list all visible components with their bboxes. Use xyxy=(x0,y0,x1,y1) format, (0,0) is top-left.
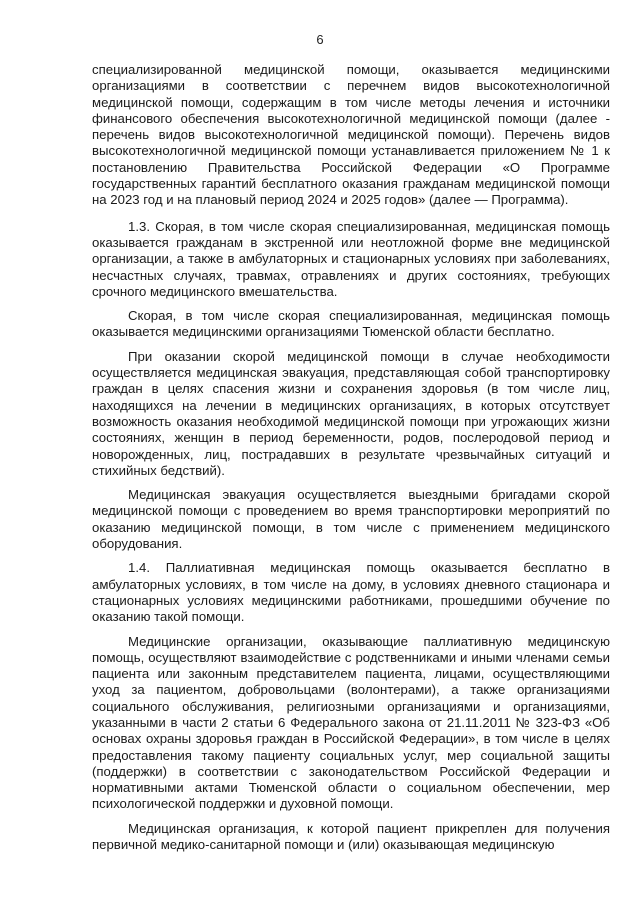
paragraph-palliative-care: 1.4. Паллиативная медицинская помощь оказывается бесплатно в амбулаторных условиях, в том числе на дому, в условиях дневного стационара и стационарных условиях медицинскими работниками, прошедшими обучение по оказанию такой помощи. xyxy=(92,560,610,625)
paragraph-attached-organization: Медицинская организация, к которой пациент прикреплен для получения первичной медико-санитарной помощи и (или) оказывающая медицинскую xyxy=(92,820,610,853)
paragraph-palliative-organizations: Медицинские организации, оказывающие паллиативную медицинскую помощь, осуществляют взаимодействие с родственниками и иными членами семьи пациента или законным представителем пациента, лицами, осуществляющими уход за пациентом, добровольцами (волонтерами), а также организациями социального обслуживания, религиозными организациями и организациями, указанными в части 2 статьи 6 Федерального закона от 21.11.2011 № 323-ФЗ «Об основах охраны здоровья граждан в Российской Федерации», в том числе в целях предоставления такому пациенту социальных услуг, мер социальной защиты (поддержки) в соответствии с законодательством Российской Федерации и нормативными актами Тюменской области о социальном обеспечении, мер психологической поддержки и духовной помощи. xyxy=(92,633,610,812)
page-number: 6 xyxy=(316,32,324,47)
paragraph-emergency-free: Скорая, в том числе скорая специализированная, медицинская помощь оказывается медицинскими организациями Тюменской области бесплатно. xyxy=(92,308,610,340)
document-body xyxy=(92,62,610,861)
paragraph-emergency-care: 1.3. Скорая, в том числе скорая специализированная, медицинская помощь оказывается гражданам в экстренной или неотложной форме вне медицинской организации, а также в амбулаторных и стационарных условиях при заболеваниях, несчастных случаях, травмах, отравлениях и других состояниях, требующих срочного медицинского вмешательства. xyxy=(92,218,610,299)
paragraph-evacuation-teams: Медицинская эвакуация осуществляется выездными бригадами скорой медицинской помощи с проведением во время транспортировки мероприятий по оказанию медицинской помощи, в том числе с применением медицинского оборудования. xyxy=(92,487,610,552)
paragraph-medical-evacuation: При оказании скорой медицинской помощи в случае необходимости осуществляется медицинская эвакуация, представляющая собой транспортировку граждан в целях спасения жизни и сохранения здоровья (в том числе лиц, находящихся на лечении в медицинских организациях, в которых отсутствует возможность оказания необходимой медицинской помощи при угрожающих жизни состояниях, женщин в период беременности, родов, послеродовой период и новорожденных, лиц, пострадавших в результате чрезвычайных ситуаций и стихийных бедствий). xyxy=(92,348,610,478)
paragraph-hitech-care: специализированной медицинской помощи, оказывается медицинскими организациями в соответствии с перечнем видов высокотехнологичной медицинской помощи, содержащим в том числе методы лечения и источники финансового обеспечения высокотехнологичной медицинской помощи (далее - перечень видов высокотехнологичной медицинской помощи). Перечень видов высокотехнологичной медицинской помощи устанавливается приложением № 1 к постановлению Правительства Российской Федерации «О Программе государственных гарантий бесплатного оказания гражданам медицинской помощи на 2023 год и на плановый период 2024 и 2025 годов» (далее — Программа). xyxy=(92,62,610,208)
